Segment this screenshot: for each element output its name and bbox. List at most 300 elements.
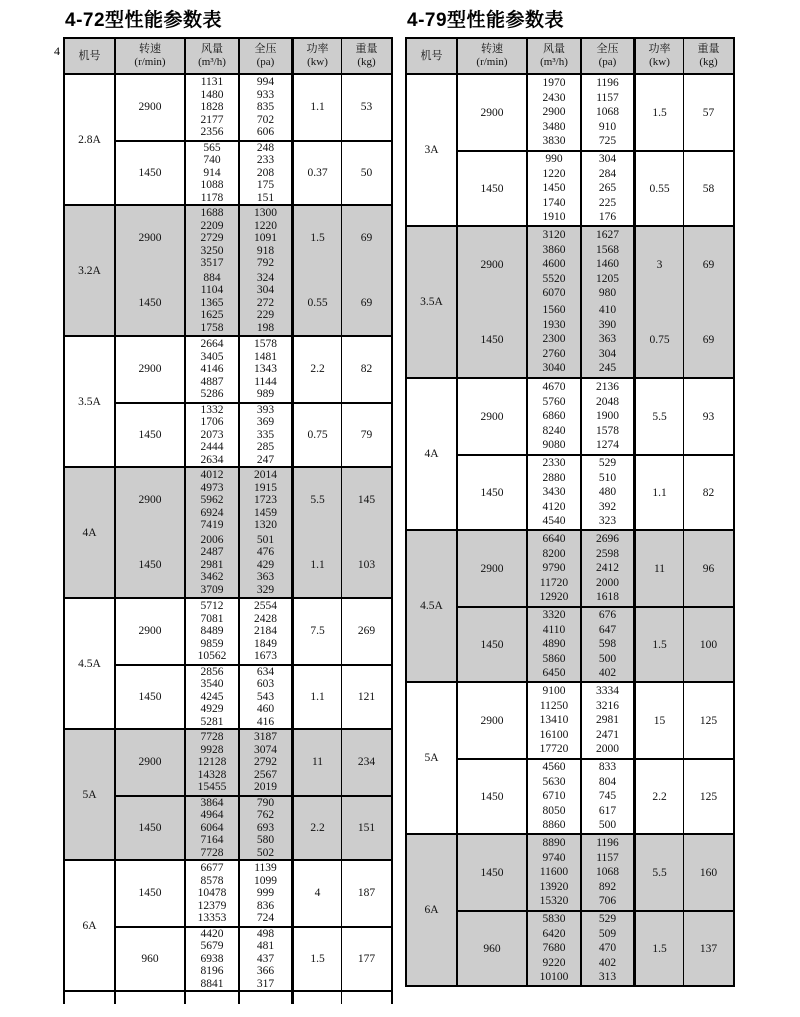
speed-cell: 2900	[456, 379, 526, 454]
flow-value: 8240	[542, 424, 566, 437]
speed-cell: 2900	[114, 206, 184, 271]
pressure-value: 402	[598, 956, 617, 969]
pressure-values-cell	[580, 758, 633, 833]
flow-value: 565	[203, 141, 221, 154]
power-cell: 1.1	[291, 75, 341, 140]
weight-cell: 69	[683, 302, 733, 377]
pressure-value: 980	[598, 287, 617, 300]
flow-value: 9790	[542, 562, 566, 575]
header-unit: (kw)	[649, 56, 670, 68]
pressure-value: 634	[256, 665, 275, 678]
pressure-value: 1915	[254, 481, 277, 494]
flow-value: 2444	[200, 441, 224, 453]
flow-value: 9928	[200, 743, 224, 756]
flow-value: 8841	[200, 977, 224, 990]
pressure-values-cell	[238, 337, 291, 402]
pressure-value: 706	[598, 895, 617, 908]
flow-value: 9080	[542, 439, 566, 452]
pressure-value: 502	[256, 846, 275, 859]
flow-value: 740	[203, 154, 221, 166]
pressure-value: 208	[256, 166, 275, 179]
weight-cell: 69	[341, 206, 391, 271]
pressure-value: 833	[598, 761, 617, 774]
flow-value: 1365	[200, 296, 224, 309]
flow-value: 3864	[200, 796, 224, 809]
flow-value: 5962	[200, 494, 224, 506]
header-unit: (kg)	[357, 56, 376, 68]
flow-value: 4012	[200, 469, 224, 481]
header-unit: (r/min)	[476, 56, 508, 68]
flow-values-cell	[526, 379, 580, 454]
power-cell: 2.2	[291, 795, 341, 860]
table-section	[65, 75, 391, 204]
power-cell: 0.37	[291, 140, 341, 205]
header-unit: (kg)	[699, 56, 718, 68]
flow-value: 2856	[200, 665, 224, 678]
flow-value: 8860	[542, 819, 566, 832]
flow-value: 5520	[542, 272, 566, 285]
table-section	[65, 204, 391, 335]
flow-value: 3040	[542, 362, 566, 375]
header-unit: (r/min)	[134, 56, 166, 68]
pressure-value: 1139	[254, 862, 277, 874]
pressure-values-cell	[580, 454, 633, 529]
flow-value: 15320	[539, 895, 569, 908]
model-cell: 3.2A	[78, 264, 101, 277]
pressure-value: 1900	[596, 410, 619, 423]
weight-cell: 100	[683, 606, 733, 681]
weight-cell: 50	[341, 140, 391, 205]
pressure-values-cell	[238, 730, 291, 795]
flow-value: 2880	[542, 471, 566, 484]
flow-value: 3480	[542, 120, 566, 133]
header-label: 重量	[355, 43, 378, 55]
pressure-value: 317	[256, 977, 275, 990]
speed-cell: 2900	[456, 75, 526, 150]
pressure-value: 500	[598, 652, 617, 665]
table-header-row	[65, 39, 391, 75]
pressure-value: 2000	[596, 743, 619, 756]
pressure-value: 304	[598, 347, 617, 360]
flow-value: 1220	[542, 167, 566, 180]
power-cell: 1.5	[633, 910, 683, 985]
speed-cell: 2900	[114, 730, 184, 795]
pressure-value: 284	[598, 167, 617, 180]
flow-value: 14328	[197, 768, 227, 781]
power-cell: 5.5	[633, 379, 683, 454]
table-continuation-stubs	[63, 992, 393, 1004]
pressure-value: 393	[256, 403, 275, 416]
pressure-values-cell	[238, 861, 291, 926]
weight-cell: 151	[341, 795, 391, 860]
flow-value: 7164	[200, 834, 224, 846]
pressure-values-cell	[580, 150, 633, 225]
flow-value: 8578	[200, 874, 224, 887]
pressure-value: 2471	[596, 728, 619, 741]
power-cell: 0.75	[633, 302, 683, 377]
flow-value: 1828	[200, 101, 224, 113]
power-cell: 11	[633, 531, 683, 606]
pressure-value: 2567	[254, 768, 277, 781]
pressure-value: 437	[256, 952, 275, 965]
pressure-value: 2136	[596, 381, 619, 394]
flow-values-cell	[526, 150, 580, 225]
flow-values-cell	[526, 75, 580, 150]
flow-value: 12128	[197, 756, 227, 768]
power-cell: 7.5	[291, 599, 341, 664]
pressure-value: 3334	[596, 685, 619, 698]
speed-cell: 1450	[114, 533, 184, 598]
flow-value: 2981	[200, 558, 224, 571]
pressure-value: 1144	[254, 375, 277, 388]
pressure-value: 1196	[596, 77, 619, 90]
flow-value: 3709	[200, 583, 224, 596]
power-cell: 1.5	[633, 606, 683, 681]
header-cell-weight	[341, 39, 391, 73]
header-cell-pressure	[238, 39, 291, 73]
pressure-values-cell	[580, 910, 633, 985]
pressure-value: 745	[598, 790, 617, 803]
header-label: 转速	[139, 43, 161, 55]
pressure-value: 918	[256, 244, 275, 257]
flow-value: 12920	[539, 591, 569, 604]
pressure-value: 324	[256, 271, 275, 284]
pressure-value: 1091	[254, 232, 277, 244]
flow-value: 2664	[200, 338, 224, 350]
pressure-value: 804	[598, 775, 617, 788]
flow-values-cell	[184, 271, 238, 336]
model-cell: 3.5A	[78, 395, 101, 408]
flow-value: 1480	[200, 88, 224, 101]
pressure-value: 2792	[254, 756, 277, 768]
pressure-value: 501	[256, 533, 275, 546]
header-unit: (kw)	[307, 56, 328, 68]
header-cell-pressure	[580, 39, 633, 73]
flow-values-cell	[526, 683, 580, 758]
flow-value: 2356	[200, 126, 224, 138]
pressure-value: 1618	[596, 591, 619, 604]
flow-value: 6860	[542, 410, 566, 423]
pressure-values-cell	[580, 379, 633, 454]
header-cell-model	[407, 39, 456, 73]
flow-value: 3462	[200, 571, 224, 583]
header-label: 机号	[78, 49, 101, 62]
pressure-value: 1068	[596, 866, 619, 879]
flow-value: 6070	[542, 287, 566, 300]
flow-values-cell	[526, 454, 580, 529]
flow-value: 5712	[200, 600, 224, 612]
flow-value: 1740	[542, 196, 566, 209]
pressure-value: 910	[598, 120, 617, 133]
stub-cell	[291, 992, 341, 1004]
weight-cell: 137	[683, 910, 733, 985]
pressure-value: 1220	[254, 219, 277, 232]
pressure-value: 2000	[596, 576, 619, 589]
pressure-values-cell	[238, 75, 291, 140]
pressure-value: 836	[256, 899, 275, 912]
speed-cell: 2900	[456, 683, 526, 758]
pressure-value: 724	[256, 912, 275, 924]
flow-value: 15455	[197, 781, 227, 793]
flow-value: 2330	[542, 457, 566, 470]
pressure-value: 693	[256, 821, 275, 834]
flow-value: 9100	[542, 685, 566, 698]
flow-value: 8196	[200, 965, 224, 977]
pressure-value: 702	[256, 113, 275, 126]
flow-value: 8489	[200, 625, 224, 637]
pressure-value: 175	[256, 179, 275, 191]
flow-value: 1332	[200, 403, 224, 416]
header-label: 全压	[596, 43, 619, 55]
pressure-value: 1157	[596, 91, 619, 104]
header-cell-speed	[114, 39, 184, 73]
pressure-value: 1459	[254, 506, 277, 519]
speed-cell: 1450	[114, 402, 184, 467]
flow-values-cell	[184, 730, 238, 795]
pressure-value: 509	[598, 927, 617, 940]
speed-cell: 1450	[456, 758, 526, 833]
flow-value: 6420	[542, 927, 566, 940]
pressure-value: 498	[256, 927, 275, 940]
header-label: 转速	[481, 43, 503, 55]
pressure-value: 790	[256, 796, 275, 809]
pressure-value: 529	[598, 913, 617, 926]
header-label: 重量	[697, 43, 720, 55]
header-label: 风量	[201, 43, 223, 55]
pressure-values-cell	[580, 683, 633, 758]
pressure-value: 480	[598, 486, 617, 499]
header-label: 功率	[306, 43, 329, 55]
power-cell: 1.1	[291, 533, 341, 598]
flow-value: 5760	[542, 395, 566, 408]
pressure-value: 416	[256, 715, 275, 728]
flow-value: 7728	[200, 731, 224, 743]
pressure-values-cell	[580, 835, 633, 910]
model-cell: 3A	[424, 144, 439, 156]
flow-value: 2177	[200, 113, 224, 126]
flow-value: 7680	[542, 942, 566, 955]
pressure-value: 429	[256, 558, 275, 571]
pressure-value: 248	[256, 141, 275, 154]
header-unit: (pa)	[598, 56, 617, 68]
flow-values-cell	[526, 758, 580, 833]
pressure-value: 1274	[596, 439, 619, 452]
pressure-value: 247	[256, 453, 275, 466]
flow-value: 3120	[542, 229, 566, 242]
pressure-values-cell	[580, 302, 633, 377]
table-section	[65, 728, 391, 859]
pressure-value: 2184	[254, 625, 277, 637]
pressure-value: 285	[256, 441, 275, 453]
flow-value: 4146	[200, 363, 224, 375]
table-4-72	[63, 10, 393, 1004]
flow-values-cell	[526, 302, 580, 377]
table-section	[407, 377, 733, 529]
speed-cell: 1450	[456, 302, 526, 377]
pressure-value: 2412	[596, 562, 619, 575]
power-cell: 0.55	[291, 271, 341, 336]
flow-value: 16100	[539, 728, 569, 741]
pressure-values-cell	[238, 926, 291, 991]
pressure-value: 470	[598, 942, 617, 955]
pressure-value: 792	[256, 257, 275, 269]
weight-cell: 82	[683, 454, 733, 529]
flow-values-cell	[184, 795, 238, 860]
pressure-values-cell	[580, 531, 633, 606]
flow-value: 2487	[200, 546, 224, 558]
model-cell: 4A	[424, 448, 439, 460]
pressure-value: 1300	[254, 207, 277, 219]
speed-cell: 1450	[114, 664, 184, 729]
weight-cell: 125	[683, 758, 733, 833]
pressure-value: 1568	[596, 243, 619, 256]
flow-value: 1625	[200, 309, 224, 321]
pressure-values-cell	[238, 271, 291, 336]
pressure-values-cell	[580, 606, 633, 681]
flow-value: 4600	[542, 258, 566, 271]
flow-values-cell	[526, 227, 580, 302]
power-cell: 3	[633, 227, 683, 302]
power-cell: 1.5	[633, 75, 683, 150]
flow-value: 6938	[200, 952, 224, 965]
model-cell: 5A	[424, 752, 439, 764]
weight-cell: 53	[341, 75, 391, 140]
power-cell: 1.5	[291, 206, 341, 271]
speed-cell: 1450	[114, 861, 184, 926]
pressure-value: 225	[598, 196, 617, 209]
pressure-value: 762	[256, 809, 275, 821]
flow-value: 8890	[542, 837, 566, 850]
pressure-value: 1481	[254, 350, 277, 363]
flow-value: 11600	[539, 866, 569, 879]
pressure-value: 304	[598, 153, 617, 166]
flow-values-cell	[184, 861, 238, 926]
flow-value: 3320	[542, 609, 566, 622]
pressure-value: 363	[256, 571, 275, 583]
pressure-value: 999	[256, 887, 275, 899]
power-cell: 1.1	[291, 664, 341, 729]
table-4-79	[405, 10, 735, 987]
header-label: 风量	[543, 43, 565, 55]
weight-cell: 160	[683, 835, 733, 910]
pressure-value: 2048	[596, 395, 619, 408]
pressure-value: 1068	[596, 106, 619, 119]
flow-value: 7728	[200, 846, 224, 859]
flow-value: 1104	[200, 284, 224, 296]
flow-value: 1088	[200, 179, 224, 191]
flow-value: 13410	[539, 714, 569, 727]
flow-values-cell	[526, 835, 580, 910]
flow-value: 3405	[200, 350, 224, 363]
weight-cell: 177	[341, 926, 391, 991]
flow-value: 5286	[200, 388, 224, 400]
power-cell: 2.2	[291, 337, 341, 402]
table-section	[407, 529, 733, 681]
pressure-value: 2428	[254, 612, 277, 625]
flow-value: 4120	[542, 500, 566, 513]
flow-values-cell	[184, 402, 238, 467]
flow-value: 12379	[197, 899, 227, 912]
pressure-value: 402	[598, 667, 617, 680]
pressure-value: 2598	[596, 547, 619, 560]
pressure-value: 1627	[596, 229, 619, 242]
weight-cell: 57	[683, 75, 733, 150]
model-cell: 6A	[82, 919, 97, 932]
header-cell-speed	[456, 39, 526, 73]
flow-value: 10478	[197, 887, 227, 899]
flow-value: 1930	[542, 318, 566, 331]
weight-cell: 58	[683, 150, 733, 225]
flow-value: 6677	[200, 862, 224, 874]
pressure-value: 304	[256, 284, 275, 296]
table-title: 4-72型性能参数表	[65, 10, 223, 31]
pressure-values-cell	[238, 468, 291, 533]
header-cell-model	[65, 39, 114, 73]
flow-value: 9859	[200, 637, 224, 650]
pressure-values-cell	[238, 533, 291, 598]
speed-cell: 2900	[114, 468, 184, 533]
speed-cell: 2900	[114, 337, 184, 402]
flow-value: 3250	[200, 244, 224, 257]
flow-value: 7419	[200, 519, 224, 531]
table-section	[407, 75, 733, 225]
pressure-value: 369	[256, 416, 275, 428]
power-cell: 1.1	[633, 454, 683, 529]
pressure-value: 1673	[254, 650, 277, 662]
flow-value: 5860	[542, 652, 566, 665]
pressure-value: 229	[256, 309, 275, 321]
flow-value: 4540	[542, 515, 566, 528]
flow-value: 17720	[539, 743, 569, 756]
table-header-row	[407, 39, 733, 75]
flow-values-cell	[526, 606, 580, 681]
flow-values-cell	[184, 664, 238, 729]
pressure-value: 1205	[596, 272, 619, 285]
flow-value: 5679	[200, 940, 224, 952]
model-cell: 6A	[424, 904, 439, 916]
pressure-value: 329	[256, 583, 275, 596]
weight-cell: 79	[341, 402, 391, 467]
flow-value: 13920	[539, 880, 569, 893]
flow-value: 8050	[542, 804, 566, 817]
pressure-value: 245	[598, 362, 617, 375]
flow-value: 10562	[197, 650, 227, 662]
weight-cell: 145	[341, 468, 391, 533]
table-section	[407, 681, 733, 833]
weight-cell: 121	[341, 664, 391, 729]
flow-value: 5830	[542, 913, 566, 926]
pressure-value: 933	[256, 88, 275, 101]
flow-value: 6710	[542, 790, 566, 803]
pressure-values-cell	[238, 402, 291, 467]
table-section	[65, 597, 391, 728]
performance-table	[63, 37, 393, 992]
model-cell: 2.8A	[78, 133, 101, 146]
speed-cell: 2900	[114, 599, 184, 664]
pressure-value: 1320	[254, 519, 277, 531]
pressure-value: 1578	[596, 424, 619, 437]
pressure-value: 198	[256, 321, 275, 334]
table-section	[65, 335, 391, 466]
pressure-value: 580	[256, 834, 275, 846]
pressure-value: 272	[256, 296, 275, 309]
pressure-value: 2019	[254, 781, 277, 793]
power-cell: 15	[633, 683, 683, 758]
flow-value: 884	[203, 271, 221, 284]
flow-value: 11250	[539, 699, 569, 712]
flow-value: 4110	[542, 623, 566, 636]
weight-cell: 234	[341, 730, 391, 795]
